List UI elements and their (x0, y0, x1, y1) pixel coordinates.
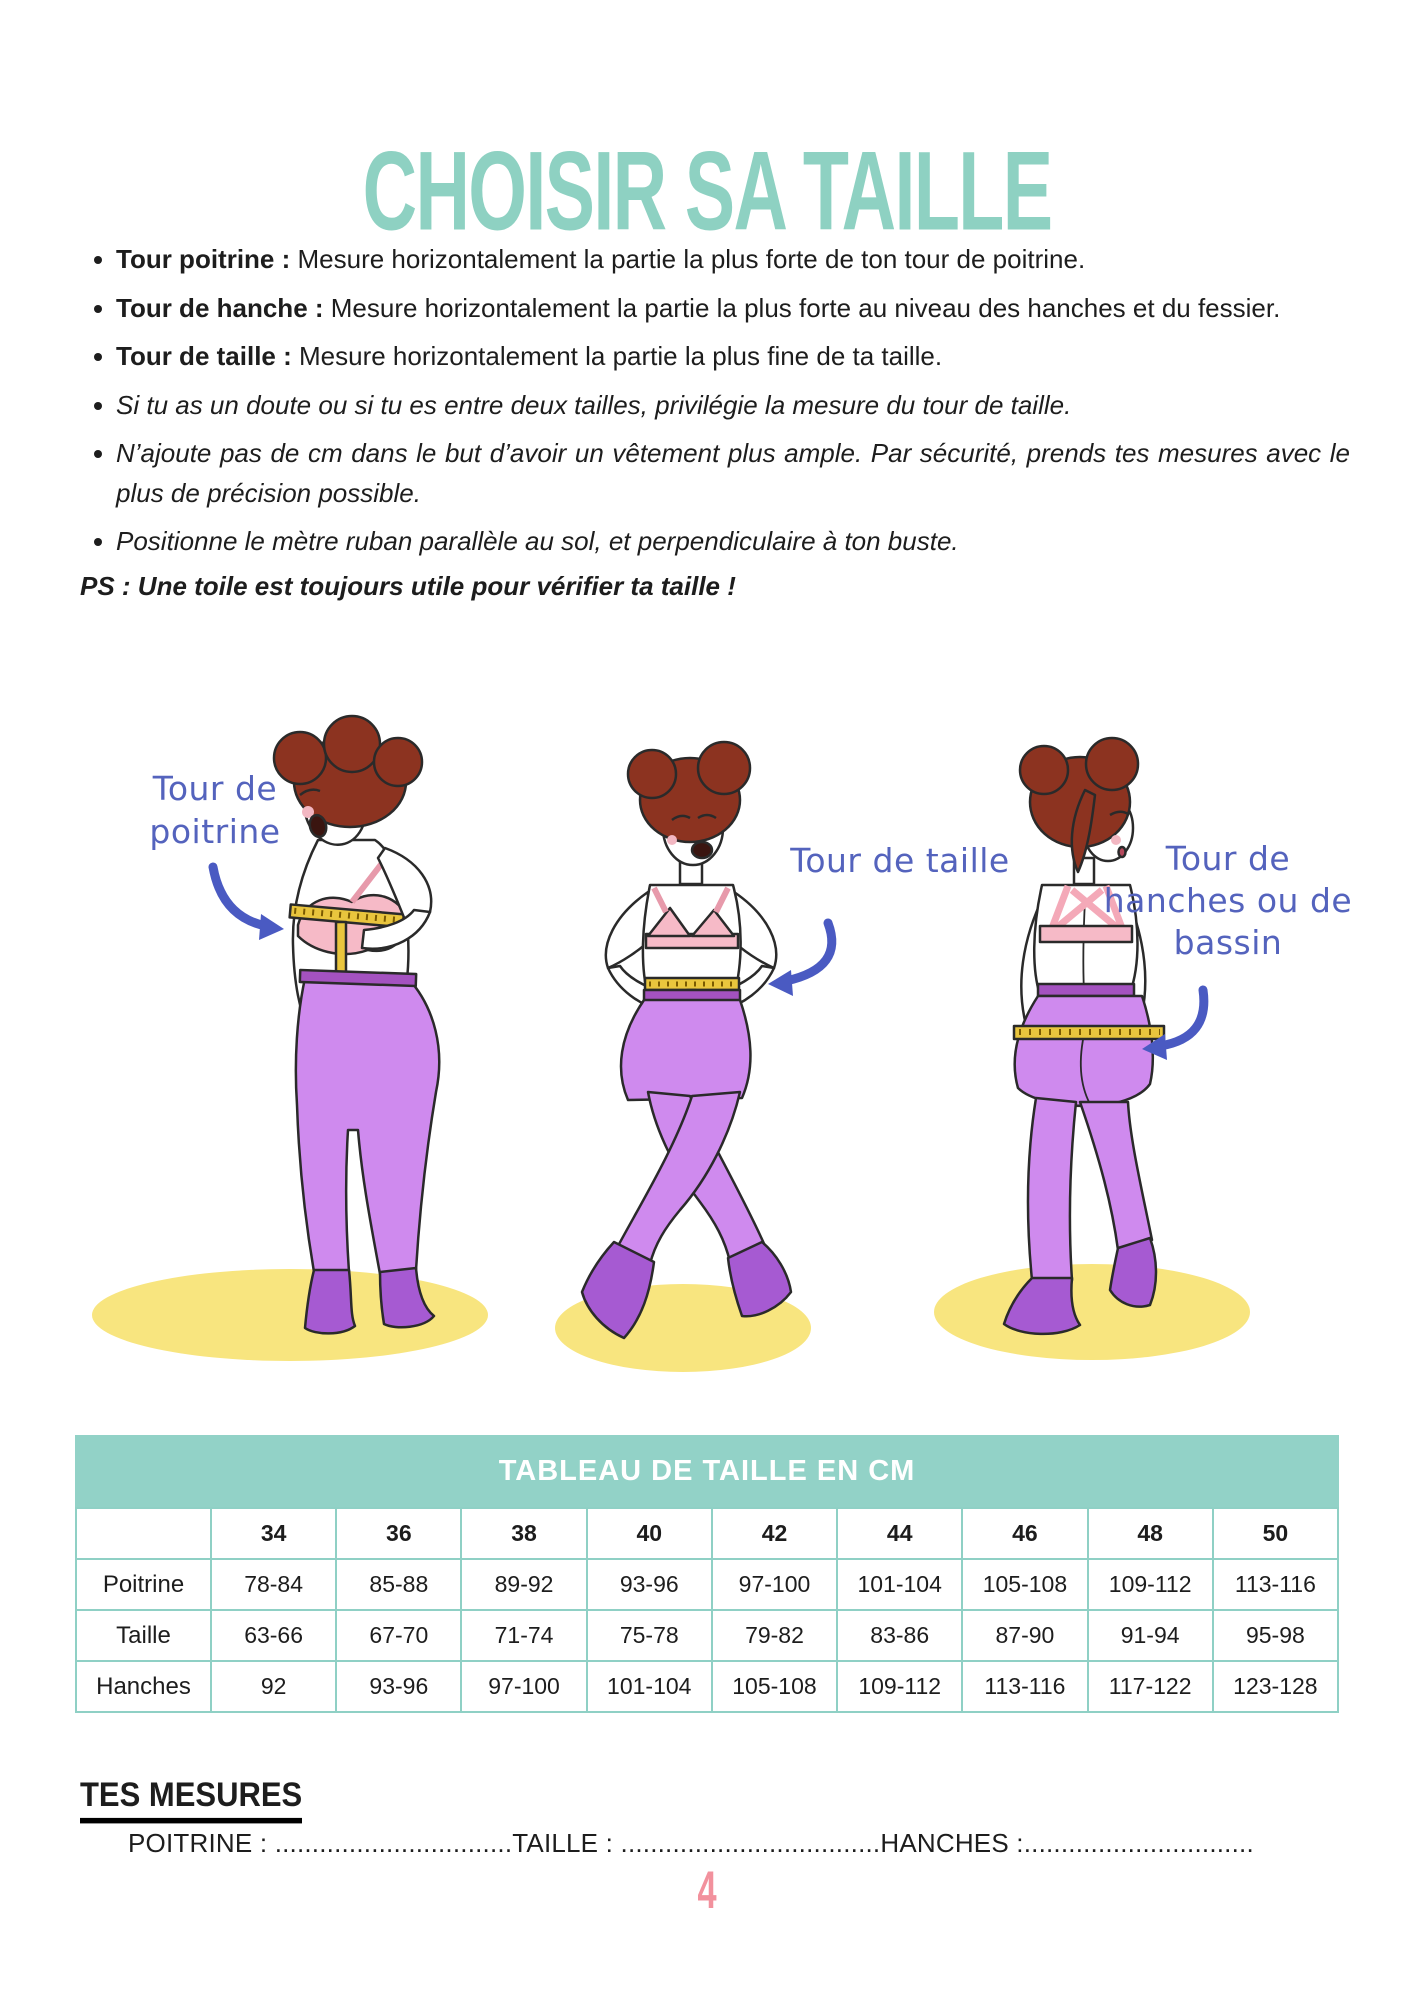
size-value-cell: 123-128 (1213, 1661, 1338, 1712)
label-tour-de-hanches-line1: Tour de (1165, 839, 1291, 878)
measuring-illustration (0, 700, 1414, 1400)
size-column-header: 40 (587, 1508, 712, 1559)
label-tour-de-hanches-line3: bassin (1173, 923, 1283, 962)
label-tour-de-poitrine-line1: Tour de (152, 769, 278, 808)
page-title: CHOISIR SA TAILLE (362, 129, 1052, 254)
size-table-section (75, 1435, 1339, 1713)
arrow-to-waist-icon (786, 923, 832, 981)
label-tour-de-hanches-line2: hanches ou de (1103, 881, 1353, 920)
size-value-cell: 113-116 (1213, 1559, 1338, 1610)
size-value-cell: 91-94 (1088, 1610, 1213, 1661)
row-label: Poitrine (76, 1559, 211, 1610)
label-tour-de-taille: Tour de taille (790, 841, 1010, 880)
arrow-to-bust-icon (213, 867, 266, 926)
ps-note: PS : Une toile est toujours utile pour vérifier ta taille ! (80, 570, 736, 601)
size-table-row-taille (76, 1610, 1338, 1661)
size-value-cell: 117-122 (1088, 1661, 1213, 1712)
row-label: Hanches (76, 1661, 211, 1712)
size-table (75, 1507, 1339, 1713)
size-value-cell: 78-84 (211, 1559, 336, 1610)
size-value-cell: 105-108 (712, 1661, 837, 1712)
size-value-cell: 75-78 (587, 1610, 712, 1661)
size-value-cell: 83-86 (837, 1610, 962, 1661)
size-value-cell: 109-112 (1088, 1559, 1213, 1610)
size-value-cell: 97-100 (712, 1559, 837, 1610)
size-value-cell: 63-66 (211, 1610, 336, 1661)
size-column-header: 44 (837, 1508, 962, 1559)
poitrine-label: POITRINE : (128, 1828, 268, 1858)
label-tour-de-poitrine-line2: poitrine (149, 812, 281, 851)
size-value-cell: 93-96 (587, 1559, 712, 1610)
instruction-bullet-1: Tour poitrine : Mesure horizontalement la partie la plus forte de ton tour de poitrine. (80, 240, 1350, 280)
instruction-bullet-2: Tour de hanche : Mesure horizontalement la partie la plus forte au niveau des hanches et du fessier. (80, 289, 1350, 329)
size-column-header: 36 (336, 1508, 461, 1559)
size-value-cell: 105-108 (962, 1559, 1087, 1610)
row-label: Taille (76, 1610, 211, 1661)
size-column-header: 46 (962, 1508, 1087, 1559)
instruction-bullet-4: Si tu as un doute ou si tu es entre deux tailles, privilégie la mesure du tour de taille. (80, 386, 1350, 426)
size-value-cell: 109-112 (837, 1661, 962, 1712)
bullet-lead: Tour de hanche : (116, 292, 331, 323)
hanches-label: HANCHES : (880, 1828, 1024, 1858)
size-value-cell: 93-96 (336, 1661, 461, 1712)
size-value-cell: 79-82 (712, 1610, 837, 1661)
size-table-title: TABLEAU DE TAILLE EN CM (75, 1435, 1339, 1507)
bullet-lead: Tour de taille : (116, 341, 299, 372)
size-column-header: 38 (461, 1508, 586, 1559)
size-value-cell: 92 (211, 1661, 336, 1712)
poitrine-fill-in[interactable]: ................................ (274, 1828, 513, 1858)
figure-bust-measurement (274, 716, 439, 1333)
taille-label: TAILLE : (512, 1828, 614, 1858)
size-header-row (76, 1508, 1338, 1559)
your-measures-heading: TES MESURES (80, 1775, 302, 1823)
size-value-cell: 101-104 (587, 1661, 712, 1712)
size-value-cell: 71-74 (461, 1610, 586, 1661)
size-column-header: 48 (1088, 1508, 1213, 1559)
floor-blob-right (934, 1264, 1250, 1360)
figure-hip-measurement (1004, 738, 1164, 1334)
size-column-header: 42 (712, 1508, 837, 1559)
instruction-bullet-3: Tour de taille : Mesure horizontalement la partie la plus fine de ta taille. (80, 337, 1350, 377)
empty-corner-cell (76, 1508, 211, 1559)
size-value-cell: 97-100 (461, 1661, 586, 1712)
size-value-cell: 101-104 (837, 1559, 962, 1610)
size-value-cell: 89-92 (461, 1559, 586, 1610)
size-column-header: 34 (211, 1508, 336, 1559)
hanches-fill-in[interactable]: ............................... (1023, 1828, 1254, 1858)
instructions-section (80, 240, 1350, 602)
taille-fill-in[interactable]: ................................... (620, 1828, 881, 1858)
instructions-bullet-list (80, 240, 1350, 562)
your-measures-line (128, 1828, 1358, 1859)
instruction-bullet-6: Positionne le mètre ruban parallèle au sol, et perpendiculaire à ton buste. (80, 522, 1350, 562)
size-value-cell: 67-70 (336, 1610, 461, 1661)
size-column-header: 50 (1213, 1508, 1338, 1559)
size-table-row-hanches (76, 1661, 1338, 1712)
size-value-cell: 87-90 (962, 1610, 1087, 1661)
size-table-row-poitrine (76, 1559, 1338, 1610)
page-number: 4 (697, 1861, 717, 1920)
arrow-to-hips-icon (1160, 990, 1204, 1046)
figure-waist-measurement (582, 742, 791, 1338)
size-value-cell: 95-98 (1213, 1610, 1338, 1661)
instruction-bullet-5: N’ajoute pas de cm dans le but d’avoir un vêtement plus ample. Par sécurité, prends tes mesures avec le plus de précision possible. (80, 434, 1350, 513)
bullet-lead: Tour poitrine : (116, 244, 298, 274)
size-value-cell: 113-116 (962, 1661, 1087, 1712)
size-value-cell: 85-88 (336, 1559, 461, 1610)
